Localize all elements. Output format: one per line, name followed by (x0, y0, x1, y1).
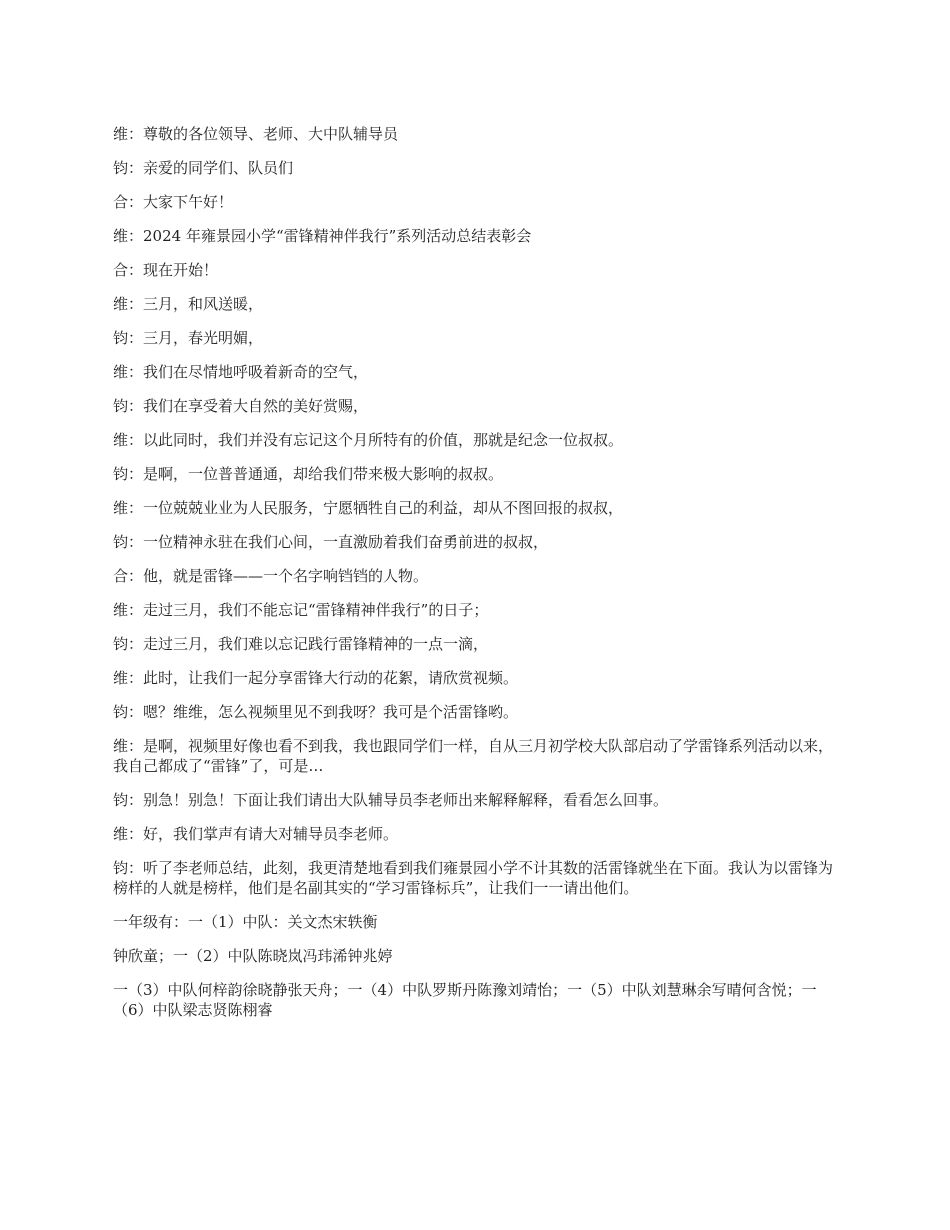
paragraph-25: 一（3）中队何梓韵徐晓静张天舟；一（4）中队罗斯丹陈豫刘靖怡；一（5）中队刘慧琳余写晴何含悦；一（6）中队梁志贤陈栩睿 (113, 981, 817, 1019)
paragraph-10: 维：以此同时，我们并没有忘记这个月所特有的价值，那就是纪念一位叔叔。 (113, 431, 624, 449)
paragraph-2: 钧：亲爱的同学们、队员们 (113, 159, 294, 177)
paragraph-3: 合：大家下午好！ (113, 193, 234, 211)
paragraph-7: 钧：三月，春光明媚， (113, 329, 264, 347)
paragraph-19: 维：是啊，视频里好像也看不到我，我也跟同学们一样，自从三月初学校大队部启动了学雷锋系列活动以来，我自己都成了“雷锋”了，可是… (113, 737, 834, 775)
document-body (113, 124, 838, 1034)
paragraph-4: 维：2024 年雍景园小学“雷锋精神伴我行”系列活动总结表彰会 (113, 227, 532, 245)
paragraph-9: 钧：我们在享受着大自然的美好赏赐， (113, 397, 369, 415)
paragraph-14: 合：他，就是雷锋——一个名字响铛铛的人物。 (113, 567, 429, 585)
paragraph-8: 维：我们在尽情地呼吸着新奇的空气， (113, 363, 369, 381)
paragraph-23: 一年级有：一（1）中队：关文杰宋轶衡 (113, 913, 378, 931)
paragraph-24: 钟欣童；一（2）中队陈晓岚冯玮浠钟兆婷 (113, 947, 393, 965)
paragraph-15: 维：走过三月，我们不能忘记“雷锋精神伴我行”的日子； (113, 601, 489, 619)
paragraph-13: 钧：一位精神永驻在我们心间，一直激励着我们奋勇前进的叔叔， (113, 533, 549, 551)
paragraph-5: 合：现在开始！ (113, 261, 219, 279)
paragraph-17: 维：此时，让我们一起分享雷锋大行动的花絮，请欣赏视频。 (113, 669, 519, 687)
paragraph-20: 钧：别急！别急！下面让我们请出大队辅导员李老师出来解释解释，看看怎么回事。 (113, 791, 669, 809)
paragraph-11: 钧：是啊，一位普普通通，却给我们带来极大影响的叔叔。 (113, 465, 504, 483)
paragraph-16: 钧：走过三月，我们难以忘记践行雷锋精神的一点一滴， (113, 635, 489, 653)
paragraph-1: 维：尊敬的各位领导、老师、大中队辅导员 (113, 125, 399, 143)
paragraph-18: 钧：嗯？维维，怎么视频里见不到我呀？我可是个活雷锋哟。 (113, 703, 519, 721)
paragraph-22: 钧：听了李老师总结，此刻，我更清楚地看到我们雍景园小学不计其数的活雷锋就坐在下面。我认为以雷锋为榜样的人就是榜样，他们是名副其实的“学习雷锋标兵”，让我们一一请出他们。 (113, 859, 834, 897)
paragraph-21: 维：好，我们掌声有请大对辅导员李老师。 (113, 825, 399, 843)
paragraph-6: 维：三月，和风送暖， (113, 295, 264, 313)
paragraph-12: 维：一位兢兢业业为人民服务，宁愿牺牲自己的利益，却从不图回报的叔叔， (113, 499, 624, 517)
